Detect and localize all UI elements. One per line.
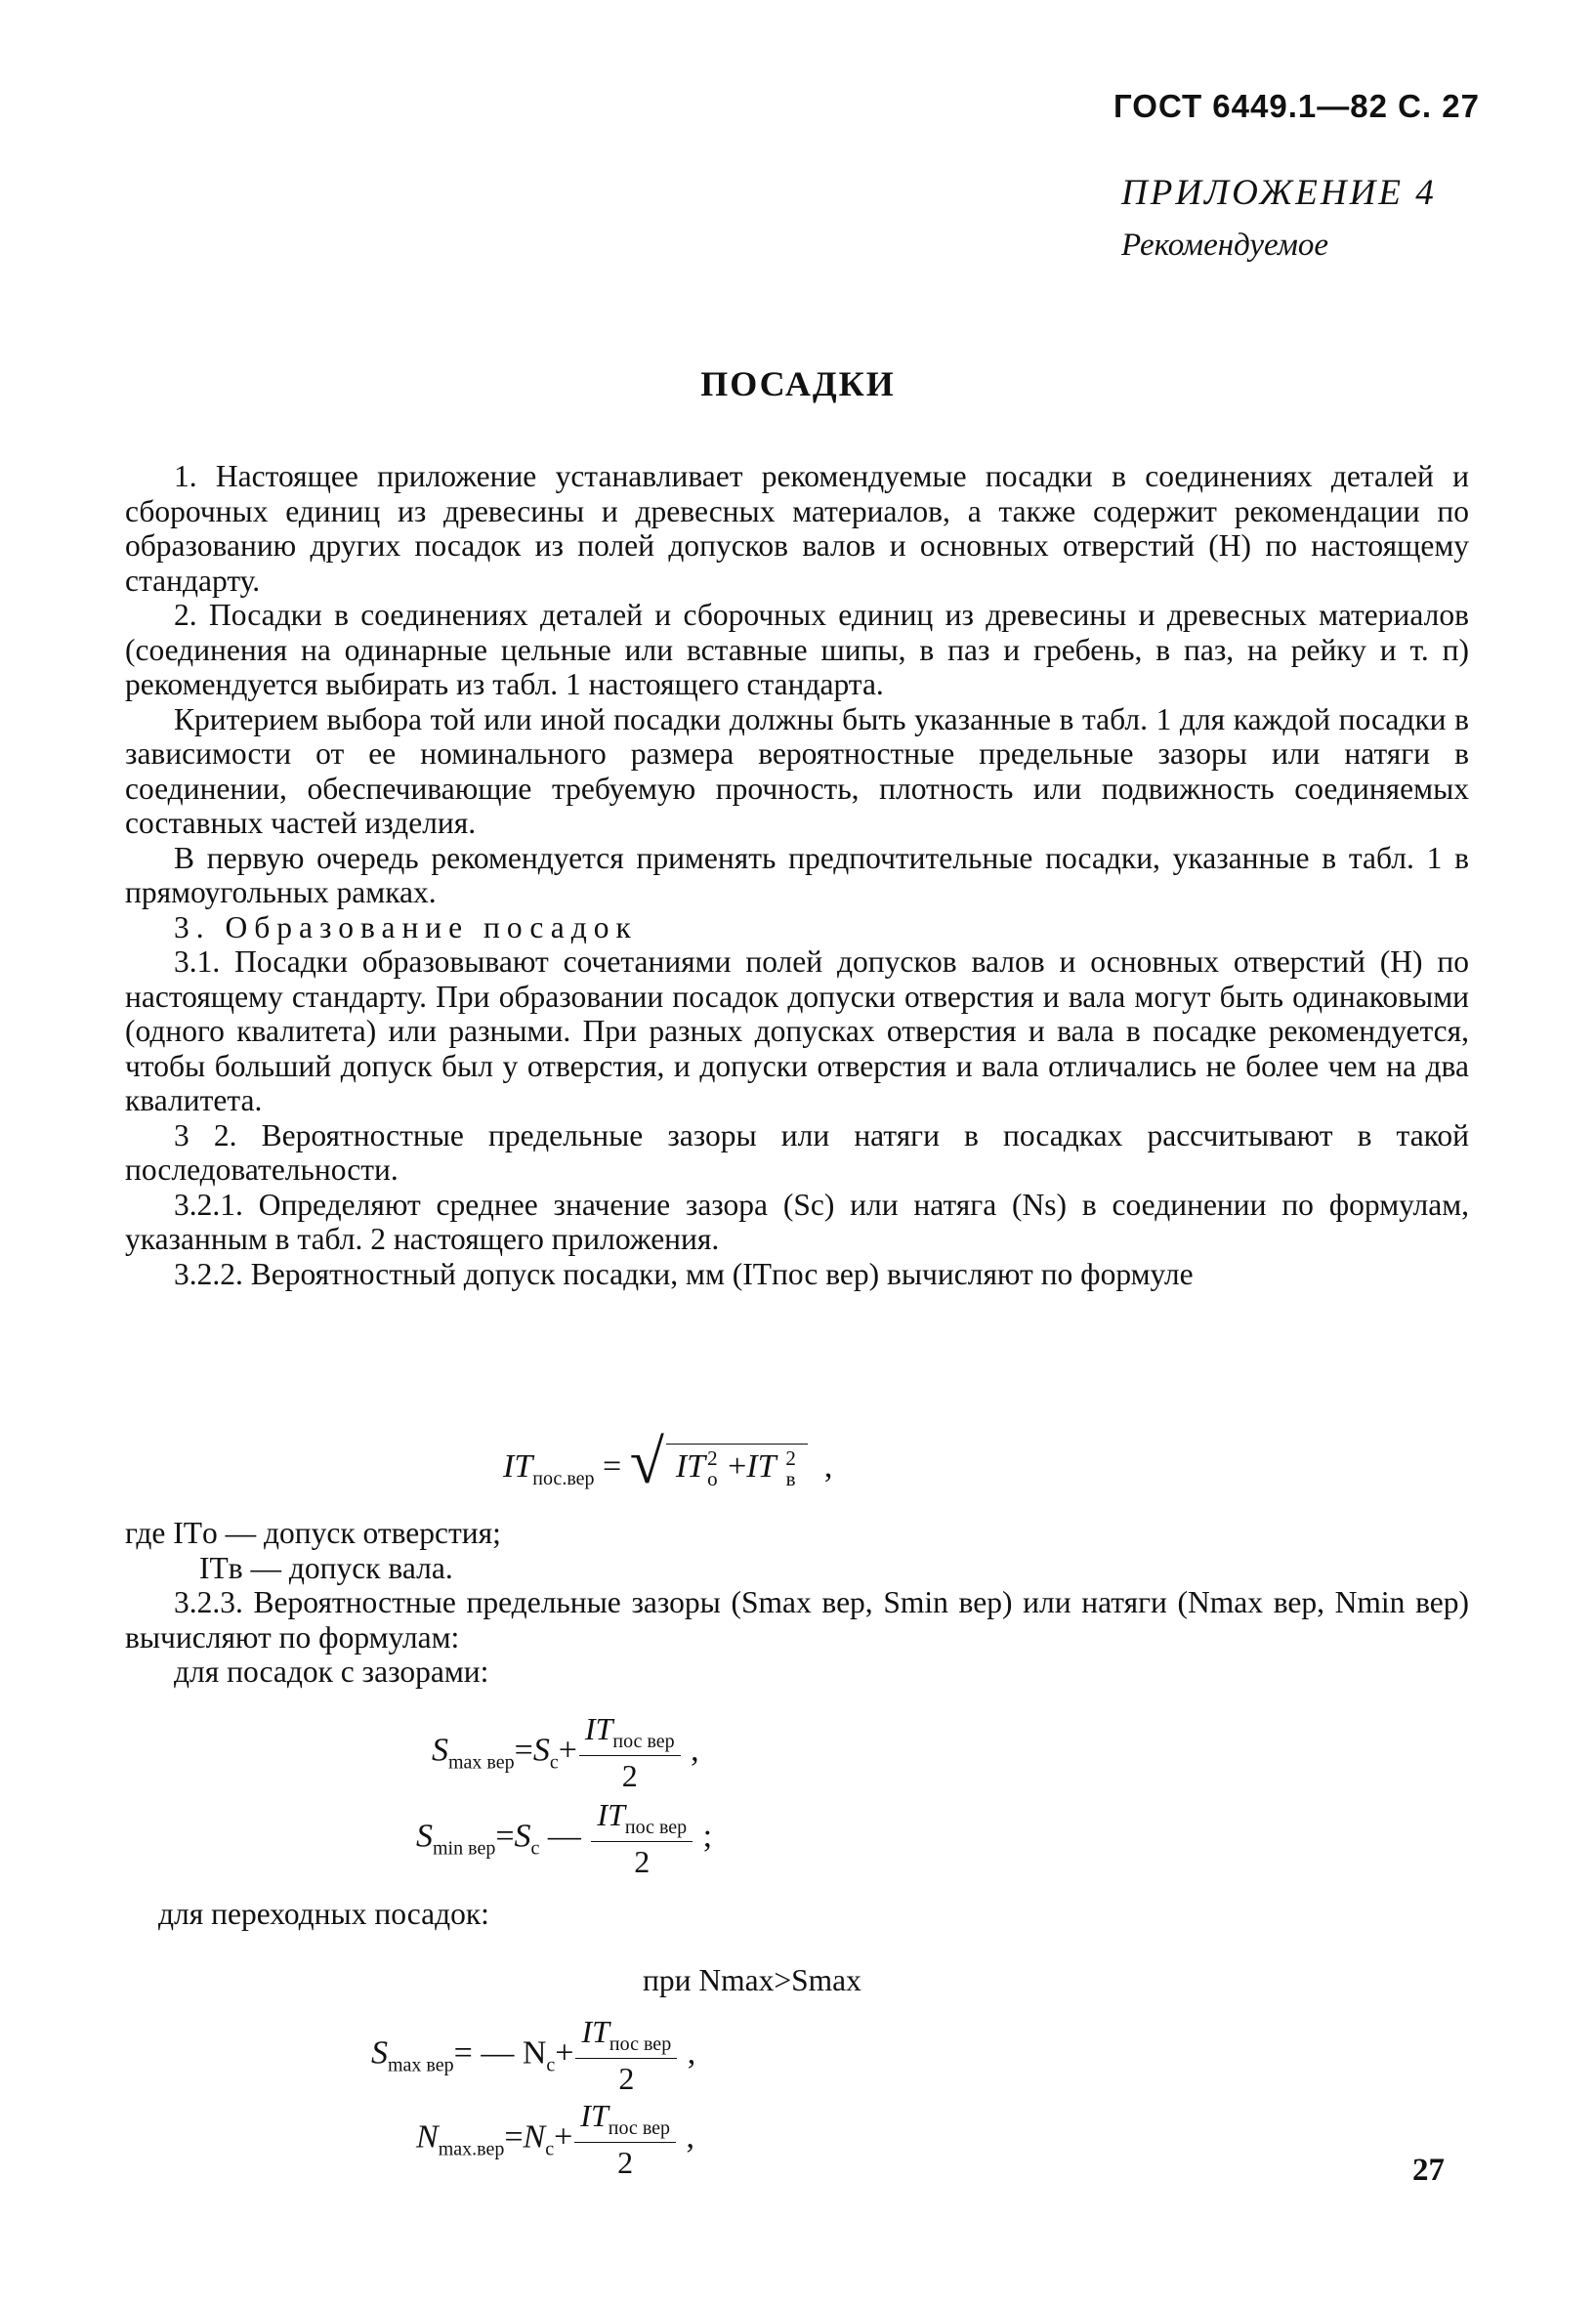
body-text-block-1 [125,459,1469,1291]
appendix-title: ПРИЛОЖЕНИЕ 4 [1121,173,1437,213]
frac-den: 2 [618,2061,635,2096]
paragraph-4: В первую очередь рекомендуется применять предпочтительные посадки, указанные в табл. 1 в прямоугольных рамках. [125,840,1469,909]
formula-2-lhs-sub: max вер [448,1751,515,1774]
clearance-fits-heading: для посадок с зазорами: [174,1655,489,1689]
formula-nmax-transition: $N_{max.вер}=N_c+$ $\frac{IT_{пос вер}}{2}$ , [416,2098,695,2180]
formula-smin-clearance: $S_{min вер}=S_c$ — $\frac{IT_{пос вер}}{2}$ ; [416,1797,713,1879]
frac-den: 2 [634,1844,651,1879]
formula-5-lhs-sub: max.вер [438,2138,505,2160]
where-line-1: где ITо — допуск отверстия; [125,1516,501,1550]
page-title: ПОСАДКИ [700,364,896,403]
paragraph-3-2: 3 2. Вероятностные предельные зазоры или натяги в посадках рассчитывают в такой последовательности. [125,1117,1469,1187]
formula-3-lhs-sub: min вер [433,1837,496,1860]
frac-num-sub: пос вер [612,1731,675,1752]
frac-num: IT [597,1797,625,1832]
frac-num: IT [584,1711,613,1746]
frac-den: 2 [617,2145,634,2180]
formula-4-lhs: S [371,2034,388,2072]
where-line-2: ITв — допуск вала. [199,1550,453,1585]
standard-header: ГОСТ 6449.1—82 С. 27 [1113,88,1480,124]
paragraph-3-2-2: 3.2.2. Вероятностный допуск посадки, мм (ITпос вер) вычисляют по формуле [174,1256,1194,1291]
paragraph-3-1: 3.1. Посадки образовывают сочетаниями полей допусков валов и основных отверстий (H) по настоящему стандарту. При образовании посадок допуски отверстия и вала могут быть одинаковыми (одного квалитета) или разными. При разных допусках отверстия и вала в посадке рекомендуется, чтобы больший допуск был у отверстия, и допуски отверстия и вала отличались не более чем на два квалитета. [125,944,1469,1117]
transition-fits-heading: для переходных посадок: [158,1897,489,1931]
body-text-block-2 [125,1585,1469,1690]
paragraph-3: Критерием выбора той или иной посадки должны быть указанные в табл. 1 для каждой посадки в зависимости от ее номинального размера вероятностные предельные зазоры или натяги в соединении, обеспечивающие требуемую прочность, плотность или подвижность соединяемых составных частей изделия. [125,701,1469,840]
paragraph-3-2-1: 3.2.1. Определяют среднее значение зазора (Sc) или натяга (Ns) в соединении по формулам, указанным в табл. 2 настоящего приложения. [125,1187,1469,1256]
formula-5-lhs: N [416,2118,439,2156]
where-block [125,1516,1469,1585]
paragraph-2: 2. Посадки в соединениях деталей и сборочных единиц из древесины и древесных материалов (соединения на одинарные цельные или вставные шипы, в паз и гребень, в паз, на рейку и т. п) рекомендуется выбирать из табл. 1 настоящего стандарта. [125,598,1469,701]
frac-num: IT [580,2098,609,2133]
formula-smax-transition: $S_{max вер}=$ — $N_c+$ $\frac{IT_{пос вер}}{2}$ , [371,2014,696,2096]
frac-num-sub: пос вер [624,1817,688,1838]
frac-num: IT [581,2014,609,2049]
formula-smax-clearance: $S_{max вер}=S_c+$ $\frac{IT_{пос вер}}{2}$ , [432,1711,699,1793]
formula-1-lhs: IT [503,1448,533,1485]
paragraph-1: 1. Настоящее приложение устанавливает рекомендуемые посадки в соединениях деталей и сборочных единиц из древесины и древесных материалов, а также содержит рекомендации по образованию других посадок из полей допусков валов и основных отверстий (H) по настоящему стандарту. [125,459,1469,598]
formula-3-lhs: S [416,1818,433,1855]
formula-4-lhs-sub: max вер [388,2054,454,2076]
section-heading-3: 3. Образование посадок [174,909,638,944]
formula-probabilistic-tolerance: $IT_{пос.вер}$ = √ IT 2 о +IT 2 в , [503,1427,833,1496]
frac-den: 2 [621,1758,638,1793]
paragraph-3-2-3: 3.2.3. Вероятностные предельные зазоры (Smax вер, Smin вер) или натяги (Nmax вер, Nmin вер) вычисляют по формулам: [125,1585,1469,1655]
frac-num-sub: пос вер [608,2117,671,2139]
page-number: 27 [1412,2153,1445,2188]
appendix-status: Рекомендуемое [1121,228,1329,263]
transition-condition: при Nmax>Smax [643,1963,861,1997]
formula-2-lhs: S [432,1732,448,1769]
frac-num-sub: пос вер [609,2033,672,2055]
formula-1-lhs-sub: пос.вер [532,1468,595,1489]
